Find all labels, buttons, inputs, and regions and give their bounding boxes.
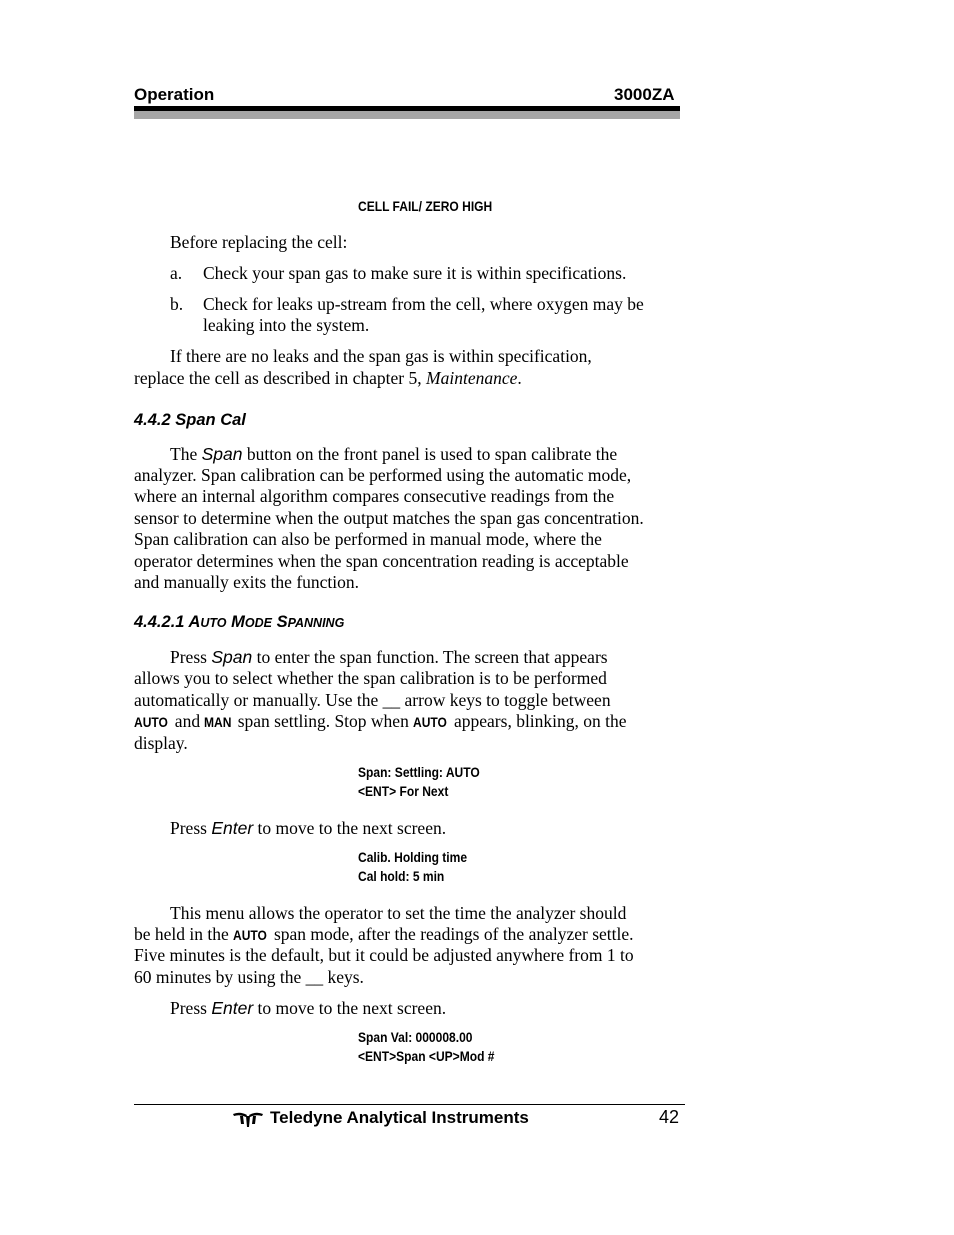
- cell-fail-para-line2: replace the cell as described in chapter 5, Maintenance.: [134, 368, 522, 388]
- span-cal-line1: The Span button on the front panel is used to span calibrate the: [170, 444, 618, 464]
- display-screen-1-line1: Span: Settling: AUTO: [358, 764, 480, 780]
- enter-key-ref: Enter: [211, 998, 254, 1018]
- header-rule-shade: [134, 111, 680, 119]
- cell-fail-para-line1: If there are no leaks and the span gas is within specification,: [170, 346, 592, 366]
- list-item-b-line1: Check for leaks up-stream from the cell, where oxygen may be: [203, 294, 644, 314]
- span-key-ref: Span: [211, 647, 253, 667]
- list-item-a: Check your span gas to make sure it is within specifications.: [203, 263, 627, 283]
- display-screen-3-line1: Span Val: 000008.00: [358, 1029, 473, 1045]
- auto-label: AUTO: [413, 714, 448, 730]
- hold-para-line4: 60 minutes by using the __ keys.: [134, 967, 364, 987]
- span-cal-line4: sensor to determine when the output matches the span gas concentration.: [134, 508, 644, 528]
- maintenance-reference: Maintenance: [426, 368, 518, 388]
- span-cal-line2: analyzer. Span calibration can be performed using the automatic mode,: [134, 465, 632, 485]
- span-cal-line3: where an internal algorithm compares consecutive readings from the: [134, 486, 615, 506]
- list-item-b-line2: leaking into the system.: [203, 315, 370, 335]
- span-cal-line5: Span calibration can also be performed in manual mode, where the: [134, 529, 602, 549]
- man-label: MAN: [204, 714, 232, 730]
- list-marker-a: a.: [170, 263, 183, 283]
- footer-rule: [134, 1104, 685, 1105]
- display-screen-3-line2: <ENT>Span <UP>Mod #: [358, 1048, 495, 1064]
- press-enter-instruction-1: Press Enter to move to the next screen.: [170, 818, 447, 838]
- auto-mode-line2: allows you to select whether the span calibration is to be performed: [134, 668, 607, 688]
- press-enter-instruction-2: Press Enter to move to the next screen.: [170, 998, 447, 1018]
- display-screen-2-line2: Cal hold: 5 min: [358, 868, 445, 884]
- span-button-ref: Span: [201, 444, 243, 464]
- footer-company-name: Teledyne Analytical Instruments: [270, 1108, 529, 1127]
- section-heading-span-cal: 4.4.2 Span Cal: [134, 411, 246, 429]
- display-screen-2-line1: Calib. Holding time: [358, 849, 468, 865]
- display-screen-1-line2: <ENT> For Next: [358, 783, 449, 799]
- teledyne-logo-icon: [232, 1110, 264, 1128]
- auto-mode-line5: display.: [134, 733, 188, 753]
- auto-label: AUTO: [134, 714, 168, 730]
- enter-key-ref: Enter: [211, 818, 254, 838]
- hold-para-line3: Five minutes is the default, but it could be adjusted anywhere from 1 to: [134, 945, 634, 965]
- cell-fail-intro: Before replacing the cell:: [170, 232, 348, 252]
- auto-mode-line1: Press Span to enter the span function. The screen that appears: [170, 647, 608, 667]
- cell-fail-title: CELL FAIL/ ZERO HIGH: [358, 198, 493, 214]
- hold-para-line1: This menu allows the operator to set the time the analyzer should: [170, 903, 627, 923]
- auto-label: AUTO: [233, 927, 268, 943]
- span-cal-line6: operator determines when the span concentration reading is acceptable: [134, 551, 629, 571]
- hold-para-line2: be held in the AUTO span mode, after the readings of the analyzer settle.: [134, 924, 634, 947]
- span-cal-line7: and manually exits the function.: [134, 572, 360, 592]
- page-number: 42: [659, 1107, 680, 1127]
- list-marker-b: b.: [170, 294, 184, 314]
- auto-mode-line4: AUTO and MAN span settling. Stop when AUTO appears, blinking, on the: [134, 711, 627, 734]
- header-section-title: Operation: [134, 85, 215, 104]
- section-heading-auto-mode: 4.4.2.1 AUTO MODE SPANNING: [134, 613, 345, 631]
- header-model: 3000ZA: [614, 85, 675, 104]
- auto-mode-line3: automatically or manually. Use the __ arrow keys to toggle between: [134, 690, 611, 710]
